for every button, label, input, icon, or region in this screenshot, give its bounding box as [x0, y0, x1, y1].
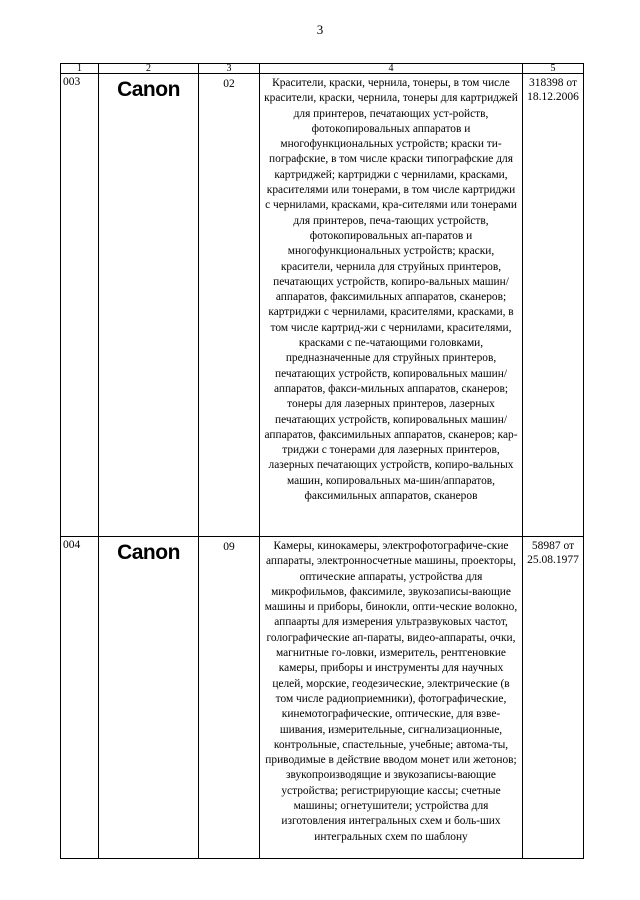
goods-description: Камеры, кинокамеры, электрофотографиче-ские аппараты, электронносчетные машины, проекторы, оптические аппараты, устройства для микрофильмов, факсимиле, звукозаписы-вающие машины и приборы, бинокли, опти-ческие волокно, аппаарты для измерения ультразвуковых частот, голографические ап-параты, видео-аппараты, очки, магнитные го-ловки, измеритель, рентгеновкие камеры, приборы и инструменты для научных целей, морские, геодезические, электрические (в том числе радиоприемники), фотографические, кинемотографические, оптические, для взве-шивания, измерительные, сигнализационные, контрольные, спастельные, учебные; автома-ты, приводимые в действие вводом монет или жетонов; звукопроизводящие и звукозаписы-вающие устройства; регистрирующие кассы; счетные машины; огнетушители; устройства для изготовления интегральных схем и боль-ших интегральных схем по шаблону — [260, 537, 523, 859]
canon-logo: Canon — [117, 78, 180, 101]
column-header: 5 — [523, 64, 584, 74]
registration-info: 318398 от 18.12.2006 — [523, 74, 584, 537]
column-header: 4 — [260, 64, 523, 74]
page-number: 3 — [316, 22, 324, 37]
nice-class: 02 — [199, 74, 260, 537]
trademark-logo-cell — [99, 74, 199, 537]
table-row — [61, 537, 584, 859]
canon-logo: Canon — [117, 541, 180, 564]
trademark-table — [60, 63, 584, 859]
column-header: 2 — [99, 64, 199, 74]
nice-class: 09 — [199, 537, 260, 859]
column-header: 3 — [199, 64, 260, 74]
trademark-logo-cell — [99, 537, 199, 859]
registration-info: 58987 от 25.08.1977 — [523, 537, 584, 859]
column-number-row — [61, 64, 584, 74]
table-row — [61, 74, 584, 537]
row-number: 003 — [61, 74, 99, 537]
row-number: 004 — [61, 537, 99, 859]
goods-description: Красители, краски, чернила, тонеры, в том числе красители, краски, чернила, тонеры для картриджей для принтеров, печатающих уст-ройств, фотокопировальных аппаратов и многофункциональных устройств; краски ти-пографские, в том числе краски типографские для картриджей; картриджи с чернилами, красками, красителями или тонерами, в том числе картриджи с чернилами, красками, кра-сителями или тонерами для принтеров, печа-тающих устройств, фотокопировальных ап-паратов и многофункциональных устройств; краски, красители, чернила для струйных принтеров, печатающих устройств, копиро-вальных машин/ аппаратов, факсимильных аппаратов, сканеров; картриджи с чернилами, красителями, красками, в том числе картрид-жи с чернилами, красителями, красками с пе-чатающими головками, предназначенные для струйных принтеров, печатающих устройств, копировальных машин/аппаратов, факси-мильных аппаратов, сканеров; тонеры для лазерных принтеров, лазерных печатающих устройств, копировальных машин/аппаратов, факсимильных аппаратов, сканеров; кар-триджи с тонерами для лазерных принтеров, лазерных печатающих устройств, копиро-вальных машин, копировальных ма-шин/аппаратов, факсимильных аппаратов, сканеров — [260, 74, 523, 537]
column-header: 1 — [61, 64, 99, 74]
